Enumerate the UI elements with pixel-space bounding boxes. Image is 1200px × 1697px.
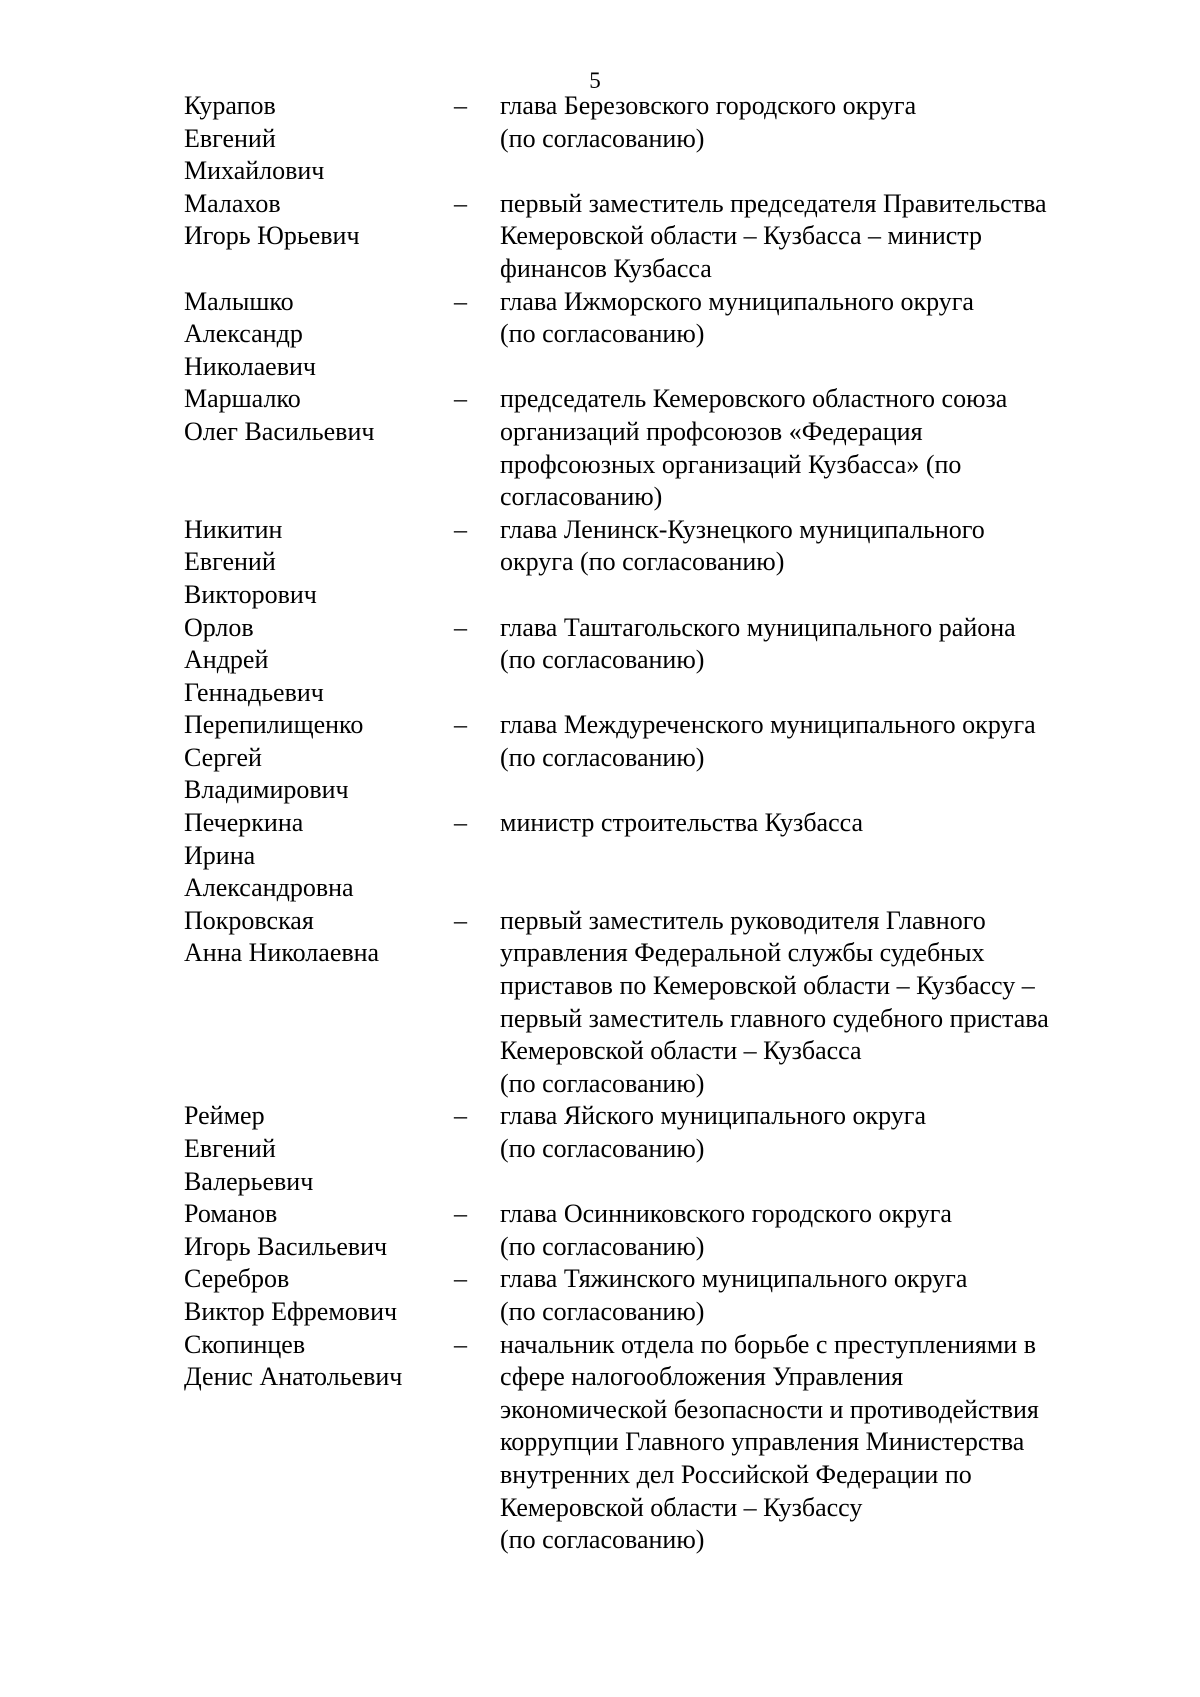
member-name-line: Ирина	[184, 840, 256, 870]
member-position	[500, 905, 1124, 1101]
member-position-line: глава Яйского муниципального округа	[500, 1101, 927, 1131]
member-name-line: Покровская	[184, 905, 314, 935]
member-position-line: первый заместитель руководителя Главного	[500, 905, 986, 935]
member-name	[184, 286, 454, 384]
dash-separator: –	[454, 612, 467, 642]
member-name-line: Романов	[184, 1199, 278, 1229]
member-name	[184, 383, 454, 448]
member-name	[184, 1198, 454, 1263]
dash-separator: –	[454, 384, 467, 414]
member-name-line: Евгений	[184, 547, 276, 577]
member-name	[184, 1263, 454, 1328]
member-name-line: Реймер	[184, 1101, 265, 1131]
member-position-line: (по согласованию)	[500, 1068, 705, 1098]
member-position	[500, 807, 1124, 840]
member-position-line: (по согласованию)	[500, 1134, 705, 1163]
member-name-line: Владимирович	[184, 775, 349, 805]
member-position-line: глава Таштагольского муниципального района	[500, 612, 1016, 642]
member-name-line: Александр	[184, 319, 303, 349]
page-number: 5	[589, 68, 601, 93]
roster-entry	[184, 1198, 1124, 1263]
member-name-line: Скопинцев	[184, 1329, 306, 1359]
member-position-line: финансов Кузбасса	[500, 253, 712, 283]
member-name	[184, 1329, 454, 1394]
member-name-line: Орлов	[184, 612, 254, 642]
member-position	[500, 188, 1124, 286]
member-name-line: Николаевич	[184, 351, 316, 381]
member-position	[500, 1100, 1124, 1165]
member-name-line: Денис Анатольевич	[184, 1362, 403, 1392]
member-position-line: глава Березовского городского округа	[500, 91, 917, 120]
member-name-line: Малышко	[184, 286, 294, 316]
roster-entry	[184, 1100, 1124, 1198]
dash-separator: –	[454, 1199, 467, 1229]
member-position-line: (по согласованию)	[500, 742, 705, 772]
dash-separator: –	[454, 188, 467, 218]
member-position-line: экономической безопасности и противодействия	[500, 1394, 1039, 1424]
member-name	[184, 90, 454, 188]
member-position-line: первый заместитель председателя Правительства	[500, 188, 1047, 218]
member-position	[500, 612, 1124, 677]
member-position-line: Кемеровской области – Кузбассу	[500, 1492, 863, 1522]
dash-separator: –	[454, 514, 467, 544]
member-name	[184, 612, 454, 710]
member-name-line: Геннадьевич	[184, 677, 324, 707]
member-position	[500, 1263, 1124, 1328]
roster-entry	[184, 807, 1124, 905]
dash-separator: –	[454, 710, 467, 740]
member-name-line: Анна Николаевна	[184, 938, 380, 968]
dash-separator: –	[454, 905, 467, 935]
member-name-line: Малахов	[184, 188, 281, 218]
member-name-line: Андрей	[184, 645, 269, 675]
member-name-line: Александровна	[184, 873, 354, 903]
member-name-line: Курапов	[184, 91, 276, 120]
member-name-line: Сергей	[184, 742, 262, 772]
roster-entry	[184, 612, 1124, 710]
member-position-line: председатель Кемеровского областного союза	[500, 384, 1008, 414]
member-position-line: (по согласованию)	[500, 319, 705, 349]
roster-entry	[184, 709, 1124, 807]
roster-entry	[184, 286, 1124, 384]
member-position-line: Кемеровской области – Кузбасса – министр	[500, 221, 982, 251]
member-position	[500, 1198, 1124, 1263]
dash-separator: –	[454, 808, 467, 838]
member-position	[500, 286, 1124, 351]
member-position-line: (по согласованию)	[500, 645, 705, 675]
member-position	[500, 383, 1124, 513]
member-name-line: Валерьевич	[184, 1166, 314, 1196]
member-position-line: глава Осинниковского городского округа	[500, 1199, 952, 1229]
member-position	[500, 709, 1124, 774]
member-name-line: Виктор Ефремович	[184, 1296, 398, 1326]
member-name-line: Викторович	[184, 579, 317, 609]
roster-entry	[184, 1329, 1124, 1557]
member-name-line: Маршалко	[184, 384, 301, 414]
dash-separator: –	[454, 286, 467, 316]
member-position-line: начальник отдела по борьбе с преступлениями в	[500, 1329, 1036, 1359]
member-position-line: коррупции Главного управления Министерства	[500, 1427, 1025, 1457]
member-position-line: (по согласованию)	[500, 1296, 705, 1326]
member-name-line: Евгений	[184, 123, 276, 153]
dash-separator: –	[454, 1329, 467, 1359]
member-position-line: профсоюзных организаций Кузбасса» (по	[500, 449, 962, 479]
member-roster	[184, 90, 1124, 1557]
member-position-line: сфере налогообложения Управления	[500, 1362, 904, 1392]
member-name-line: Печеркина	[184, 808, 304, 838]
roster-entry	[184, 90, 1124, 188]
member-position-line: глава Ижморского муниципального округа	[500, 286, 974, 316]
dash-separator: –	[454, 1101, 467, 1131]
member-position-line: округа (по согласованию)	[500, 547, 785, 577]
member-name-line: Игорь Васильевич	[184, 1231, 388, 1261]
member-name	[184, 1100, 454, 1198]
member-position-line: Кемеровской области – Кузбасса	[500, 1036, 862, 1066]
member-position-line: внутренних дел Российской Федерации по	[500, 1459, 972, 1489]
dash-separator: –	[454, 1264, 467, 1294]
member-name-line: Игорь Юрьевич	[184, 221, 360, 251]
member-name	[184, 188, 454, 253]
member-position-line: министр строительства Кузбасса	[500, 808, 864, 838]
member-name	[184, 514, 454, 612]
roster-entry	[184, 905, 1124, 1101]
roster-entry	[184, 514, 1124, 612]
member-name-line: Евгений	[184, 1134, 276, 1163]
member-name-line: Олег Васильевич	[184, 416, 375, 446]
member-name-line: Перепилищенко	[184, 710, 364, 740]
member-position-line: (по согласованию)	[500, 1525, 705, 1555]
member-position-line: управления Федеральной службы судебных	[500, 938, 985, 968]
member-name-line: Серебров	[184, 1264, 290, 1294]
member-position	[500, 90, 1124, 155]
member-name	[184, 905, 454, 970]
member-position	[500, 514, 1124, 579]
member-name	[184, 807, 454, 905]
member-position-line: согласованию)	[500, 482, 663, 512]
member-position-line: приставов по Кемеровской области – Кузбассу –	[500, 971, 1035, 1001]
member-position-line: глава Ленинск-Кузнецкого муниципального	[500, 514, 985, 544]
member-position-line: (по согласованию)	[500, 123, 705, 153]
member-position-line: первый заместитель главного судебного пристава	[500, 1003, 1049, 1033]
member-position-line: организаций профсоюзов «Федерация	[500, 416, 923, 446]
member-position-line: глава Тяжинского муниципального округа	[500, 1264, 968, 1294]
member-name	[184, 709, 454, 807]
roster-entry	[184, 188, 1124, 286]
roster-entry	[184, 1263, 1124, 1328]
dash-separator: –	[454, 91, 467, 120]
member-position-line: глава Междуреченского муниципального округа	[500, 710, 1036, 740]
member-name-line: Михайлович	[184, 156, 325, 186]
roster-entry	[184, 383, 1124, 513]
member-name-line: Никитин	[184, 514, 283, 544]
member-position	[500, 1329, 1124, 1557]
member-position-line: (по согласованию)	[500, 1231, 705, 1261]
